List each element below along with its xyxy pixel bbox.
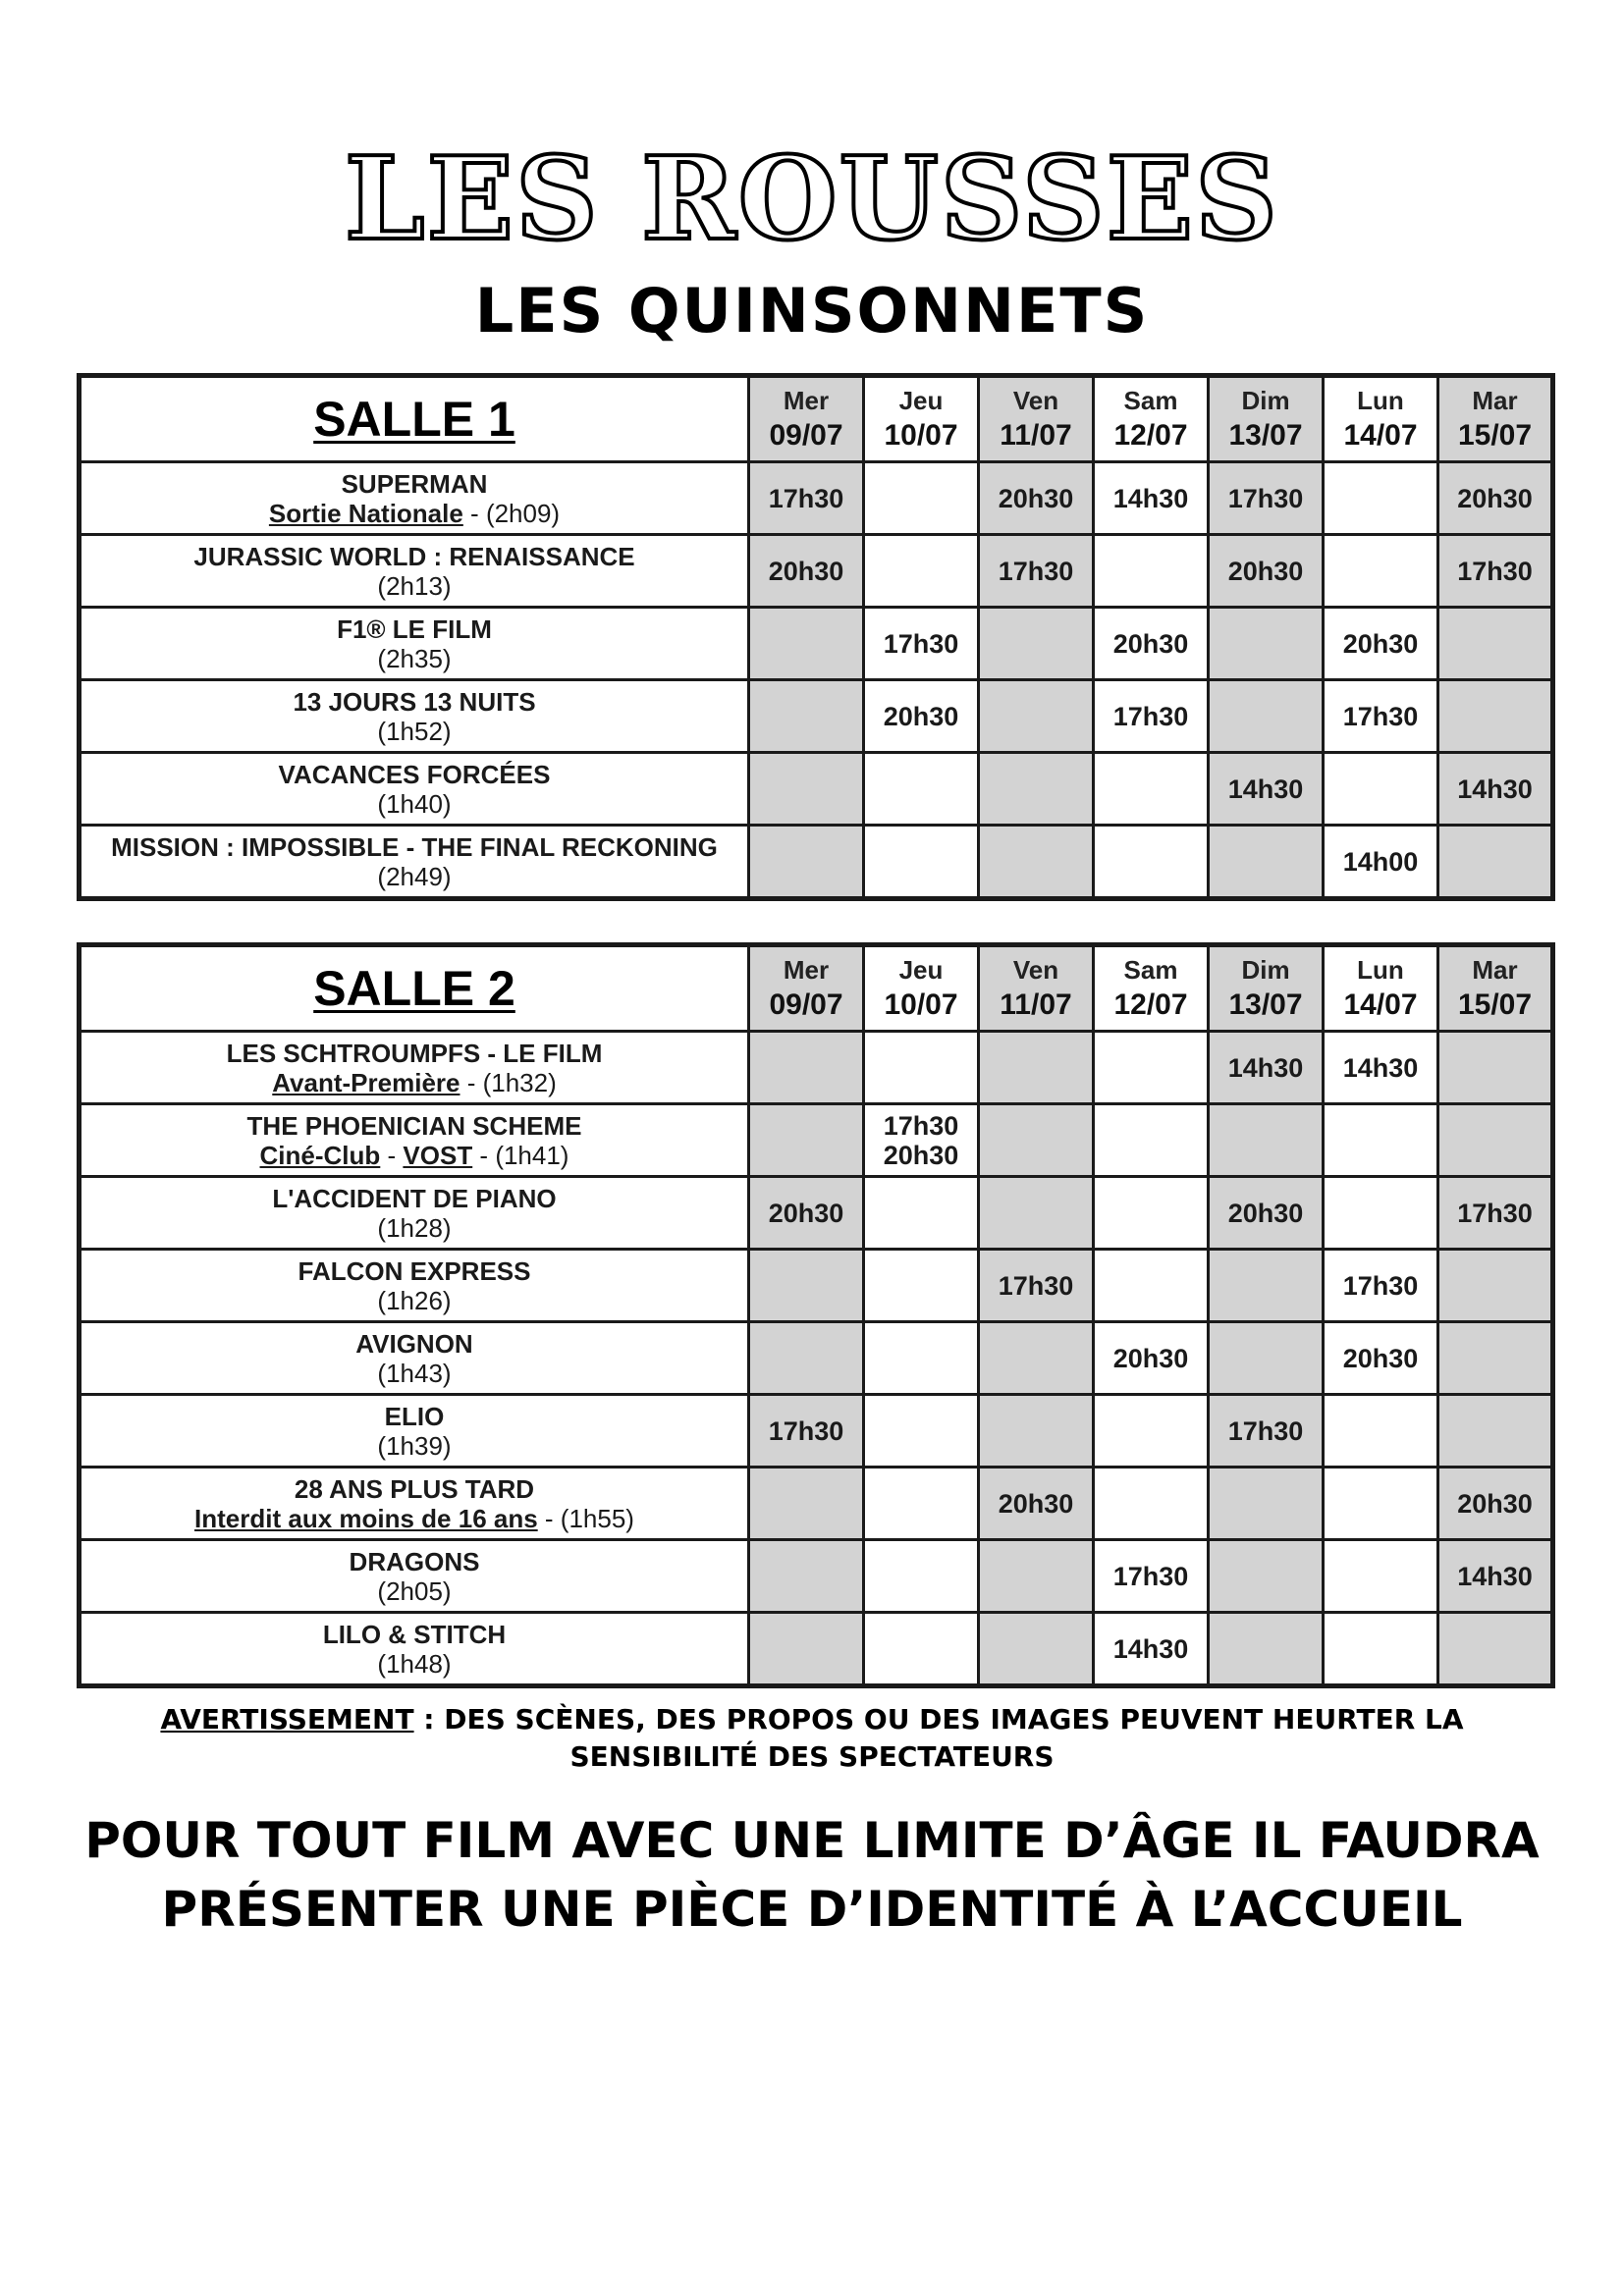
day-header xyxy=(1438,945,1553,1032)
day-date: 12/07 xyxy=(1113,419,1188,452)
film-info: Interdit aux moins de 16 ans - (1h55) xyxy=(194,1503,634,1533)
film-info: Avant-Première - (1h32) xyxy=(272,1067,557,1097)
room-label: SALLE 2 xyxy=(313,961,515,1016)
film-title: L'ACCIDENT DE PIANO xyxy=(272,1183,557,1213)
showtime-cell xyxy=(749,1468,864,1540)
film-title: LILO & STITCH xyxy=(322,1619,507,1649)
film-cell xyxy=(80,1613,749,1686)
showtime-cell xyxy=(1094,535,1209,608)
showtime-cell xyxy=(979,753,1094,826)
showtime-cell xyxy=(864,1250,979,1322)
table-row xyxy=(80,1177,1553,1250)
showtime-cell xyxy=(1438,608,1553,680)
showtime-cell xyxy=(1438,753,1553,826)
showtime-cell xyxy=(1324,535,1438,608)
showtime-cell xyxy=(1438,1540,1553,1613)
showtime: 20h30 xyxy=(998,1488,1074,1519)
showtime-cell xyxy=(1209,1395,1324,1468)
day-header xyxy=(1324,945,1438,1032)
day-header xyxy=(864,376,979,462)
day-name: Ven xyxy=(1012,386,1059,415)
showtime-cell xyxy=(1438,1250,1553,1322)
showtime-cell xyxy=(1324,1177,1438,1250)
film-duration: (1h41) xyxy=(495,1140,569,1170)
showtime-cell xyxy=(979,1322,1094,1395)
day-name: Sam xyxy=(1123,955,1178,985)
showtime: 17h30 xyxy=(998,1270,1074,1301)
film-info xyxy=(81,1213,747,1243)
day-header xyxy=(1438,376,1553,462)
showtime-cell xyxy=(749,1177,864,1250)
film-duration: (1h32) xyxy=(482,1067,557,1097)
showtime-cell xyxy=(864,1032,979,1104)
showtime-cell xyxy=(1438,1468,1553,1540)
table-row xyxy=(80,680,1553,753)
film-tag-2: VOST xyxy=(403,1140,473,1170)
showtime-cell xyxy=(1438,1322,1553,1395)
showtime-cell xyxy=(979,1540,1094,1613)
showtime: 20h30 xyxy=(768,556,844,586)
day-date: 09/07 xyxy=(769,988,843,1021)
table-row xyxy=(80,462,1553,535)
day-name: Dim xyxy=(1241,955,1290,985)
showtime: 17h30 xyxy=(1112,701,1189,731)
showtime-cell xyxy=(864,1104,979,1177)
showtime: 17h30 xyxy=(883,1110,959,1141)
showtime-cell xyxy=(1209,826,1324,899)
showtime-cell xyxy=(979,1468,1094,1540)
showtime-cell xyxy=(979,462,1094,535)
showtime-cell xyxy=(1324,1104,1438,1177)
showtime-cell xyxy=(1324,826,1438,899)
day-date: 10/07 xyxy=(884,419,958,452)
showtime-cell xyxy=(1324,1613,1438,1686)
showtime: 20h30 xyxy=(768,1198,844,1228)
film-info xyxy=(81,1286,747,1315)
showtime-cell xyxy=(864,535,979,608)
showtime-cell xyxy=(979,1104,1094,1177)
table-row xyxy=(80,1322,1553,1395)
showtime-cell xyxy=(1094,826,1209,899)
day-name: Mer xyxy=(783,386,830,415)
page-title: LES ROUSSES xyxy=(345,133,1279,266)
showtime-cell xyxy=(864,1540,979,1613)
showtime-cell xyxy=(1438,1104,1553,1177)
showtime-cell xyxy=(1209,1613,1324,1686)
film-duration: (1h55) xyxy=(560,1503,634,1533)
showtime-cell xyxy=(1209,608,1324,680)
showtime: 20h30 xyxy=(1342,628,1419,659)
showtime-cell xyxy=(1094,1250,1209,1322)
showtime-cell xyxy=(1438,1613,1553,1686)
table-row xyxy=(80,1540,1553,1613)
film-title: 13 JOURS 13 NUITS xyxy=(293,686,536,717)
showtime-cell xyxy=(1094,1613,1209,1686)
film-title: THE PHOENICIAN SCHEME xyxy=(246,1110,582,1141)
showtime-cell xyxy=(1324,1395,1438,1468)
day-name: Ven xyxy=(1012,955,1059,985)
showtime-cell xyxy=(1438,826,1553,899)
showtime-cell xyxy=(1209,1540,1324,1613)
showtime-cell xyxy=(1094,1540,1209,1613)
showtime-cell xyxy=(1438,462,1553,535)
day-name: Sam xyxy=(1123,386,1178,415)
table-row xyxy=(80,826,1553,899)
showtime: 14h30 xyxy=(1112,1633,1189,1664)
film-info xyxy=(81,1359,747,1388)
showtime-cell xyxy=(979,535,1094,608)
schedule-table-salle-2 xyxy=(77,942,1555,1688)
showtime-cell xyxy=(1094,1104,1209,1177)
showtime-cell xyxy=(1324,1250,1438,1322)
showtime: 17h30 xyxy=(1342,1270,1419,1301)
room-label-cell xyxy=(80,376,749,462)
showtime: 17h30 xyxy=(768,1415,844,1446)
notice-line-2: PRÉSENTER UNE PIÈCE D’IDENTITÉ À L’ACCUEIL xyxy=(161,1881,1463,1938)
film-cell xyxy=(80,608,749,680)
content-warning xyxy=(98,1701,1526,1776)
film-title: LES SCHTROUMPFS - LE FILM xyxy=(226,1038,603,1068)
table-row xyxy=(80,1395,1553,1468)
showtime: 17h30 xyxy=(1457,556,1533,586)
showtime-cell xyxy=(1209,680,1324,753)
film-cell xyxy=(80,1468,749,1540)
showtime-cell xyxy=(1094,1177,1209,1250)
showtime: 20h30 xyxy=(1457,1488,1533,1519)
day-header xyxy=(864,945,979,1032)
showtime: 20h30 xyxy=(1457,483,1533,513)
film-duration: (1h39) xyxy=(377,1430,452,1461)
showtime-cell xyxy=(979,1613,1094,1686)
showtime-cell xyxy=(979,1032,1094,1104)
showtime-cell xyxy=(1094,680,1209,753)
day-date: 10/07 xyxy=(884,988,958,1021)
day-date: 15/07 xyxy=(1457,419,1533,452)
film-duration: (2h13) xyxy=(377,570,452,601)
film-title: FALCON EXPRESS xyxy=(298,1255,531,1286)
film-duration: (1h28) xyxy=(377,1212,452,1243)
film-duration: (2h35) xyxy=(377,643,452,673)
showtime: 20h30 xyxy=(883,1140,959,1170)
showtime: 17h30 xyxy=(1342,701,1419,731)
showtime-cell xyxy=(1438,1177,1553,1250)
day-date: 13/07 xyxy=(1228,419,1303,452)
showtime: 17h30 xyxy=(1457,1198,1533,1228)
film-cell xyxy=(80,826,749,899)
film-info xyxy=(81,717,747,746)
film-duration: (1h43) xyxy=(377,1358,452,1388)
film-info: Sortie Nationale - (2h09) xyxy=(268,498,561,528)
film-title: VACANCES FORCÉES xyxy=(278,759,551,789)
showtime-cell xyxy=(1209,1322,1324,1395)
showtime-cell xyxy=(749,608,864,680)
showtime-cell xyxy=(1094,608,1209,680)
day-date: 09/07 xyxy=(769,419,843,452)
film-title: JURASSIC WORLD : RENAISSANCE xyxy=(193,541,635,571)
showtime-cell xyxy=(979,1177,1094,1250)
showtime-cell xyxy=(979,608,1094,680)
film-cell xyxy=(80,462,749,535)
film-duration: (1h52) xyxy=(377,716,452,746)
day-date: 11/07 xyxy=(1000,988,1072,1021)
film-title: F1® LE FILM xyxy=(337,614,492,644)
showtime-cell xyxy=(1324,462,1438,535)
film-info xyxy=(81,862,747,891)
table-row xyxy=(80,1032,1553,1104)
showtime-cell xyxy=(749,680,864,753)
table-row xyxy=(80,753,1553,826)
showtime-cell xyxy=(1438,1032,1553,1104)
film-info xyxy=(81,789,747,819)
day-date: 14/07 xyxy=(1343,419,1418,452)
showtime-cell xyxy=(864,680,979,753)
warning-label: AVERTISSEMENT xyxy=(160,1703,414,1735)
showtime-cell xyxy=(864,1395,979,1468)
showtime-cell xyxy=(1094,1032,1209,1104)
showtime-cell xyxy=(749,826,864,899)
showtime-cell xyxy=(1094,1395,1209,1468)
day-header xyxy=(1209,376,1324,462)
showtime-cell xyxy=(979,1395,1094,1468)
film-cell xyxy=(80,1177,749,1250)
day-name: Lun xyxy=(1357,955,1404,985)
film-duration: (1h26) xyxy=(377,1285,452,1315)
showtime-cell xyxy=(864,1322,979,1395)
showtime-cell xyxy=(864,1613,979,1686)
showtime-cell xyxy=(1209,535,1324,608)
film-title: AVIGNON xyxy=(355,1328,473,1359)
table-row xyxy=(80,608,1553,680)
film-cell xyxy=(80,1322,749,1395)
showtime-cell xyxy=(749,1032,864,1104)
showtime-cell xyxy=(1324,753,1438,826)
showtime-cell xyxy=(1094,1468,1209,1540)
showtime: 17h30 xyxy=(998,556,1074,586)
showtime-cell xyxy=(864,826,979,899)
film-info xyxy=(81,1576,747,1606)
day-header xyxy=(1094,945,1209,1032)
room-label-cell xyxy=(80,945,749,1032)
showtime-cell xyxy=(864,753,979,826)
film-cell xyxy=(80,1395,749,1468)
showtime-cell xyxy=(1209,1250,1324,1322)
showtime-cell xyxy=(864,1468,979,1540)
film-title: 28 ANS PLUS TARD xyxy=(294,1473,535,1504)
day-header xyxy=(1094,376,1209,462)
showtime: 20h30 xyxy=(1342,1343,1419,1373)
film-duration: (2h05) xyxy=(377,1575,452,1606)
day-header xyxy=(979,376,1094,462)
day-name: Mer xyxy=(783,955,830,985)
room-label: SALLE 1 xyxy=(313,392,515,447)
showtime-cell xyxy=(1324,1322,1438,1395)
showtime-cell xyxy=(749,1613,864,1686)
showtime: 20h30 xyxy=(883,701,959,731)
showtime: 20h30 xyxy=(998,483,1074,513)
showtime: 14h00 xyxy=(1342,846,1419,877)
film-info: Ciné-Club - VOST - (1h41) xyxy=(259,1140,569,1170)
showtime-cell xyxy=(1094,1322,1209,1395)
showtime: 20h30 xyxy=(1112,1343,1189,1373)
warning-text: : DES SCÈNES, DES PROPOS OU DES IMAGES PEUVENT HEURTER LA SENSIBILITÉ DES SPECTATEURS xyxy=(413,1703,1464,1773)
showtime-cell xyxy=(1209,1104,1324,1177)
table-row xyxy=(80,1104,1553,1177)
film-info xyxy=(81,571,747,601)
film-cell xyxy=(80,1250,749,1322)
schedule-table-salle-1 xyxy=(77,373,1555,901)
showtime: 14h30 xyxy=(1342,1052,1419,1083)
showtime: 17h30 xyxy=(768,483,844,513)
showtime-cell xyxy=(1438,680,1553,753)
film-duration: (1h48) xyxy=(377,1648,452,1679)
id-notice xyxy=(59,1806,1565,1944)
showtime: 14h30 xyxy=(1227,1052,1304,1083)
table-row xyxy=(80,1468,1553,1540)
film-info xyxy=(81,1431,747,1461)
showtime: 17h30 xyxy=(1112,1561,1189,1591)
table-row xyxy=(80,1613,1553,1686)
showtime-cell xyxy=(749,1322,864,1395)
day-name: Jeu xyxy=(898,386,944,415)
showtime-cell xyxy=(1094,462,1209,535)
table-row xyxy=(80,1250,1553,1322)
showtime-cell xyxy=(1324,680,1438,753)
film-cell xyxy=(80,1540,749,1613)
showtime-cell xyxy=(749,753,864,826)
day-header xyxy=(1324,376,1438,462)
film-title: DRAGONS xyxy=(349,1546,480,1576)
showtime-cell xyxy=(749,462,864,535)
film-title: ELIO xyxy=(384,1401,445,1431)
showtime-cell xyxy=(749,1104,864,1177)
day-name: Jeu xyxy=(898,955,944,985)
day-header xyxy=(749,945,864,1032)
showtime-cell xyxy=(1209,462,1324,535)
day-header xyxy=(749,376,864,462)
showtime-cell xyxy=(979,1250,1094,1322)
showtime-cell xyxy=(1324,1468,1438,1540)
day-name: Mar xyxy=(1472,955,1518,985)
showtime: 20h30 xyxy=(1112,628,1189,659)
film-cell xyxy=(80,1104,749,1177)
showtime-cell xyxy=(1438,1395,1553,1468)
page-subtitle: LES QUINSONNETS xyxy=(474,275,1150,347)
showtime: 14h30 xyxy=(1457,774,1533,804)
showtime-cell xyxy=(864,608,979,680)
film-cell xyxy=(80,535,749,608)
day-header xyxy=(979,945,1094,1032)
showtime-cell xyxy=(1209,1468,1324,1540)
showtime-cell xyxy=(749,1250,864,1322)
day-header xyxy=(1209,945,1324,1032)
showtime: 14h30 xyxy=(1457,1561,1533,1591)
notice-line-1: POUR TOUT FILM AVEC UNE LIMITE D’ÂGE IL FAUDRA xyxy=(84,1812,1540,1869)
showtime-cell xyxy=(979,826,1094,899)
film-duration: (1h40) xyxy=(377,788,452,819)
day-date: 12/07 xyxy=(1113,988,1188,1021)
showtime-cell xyxy=(1324,1540,1438,1613)
showtime-cell xyxy=(864,462,979,535)
film-cell xyxy=(80,753,749,826)
day-date: 14/07 xyxy=(1343,988,1418,1021)
film-duration: (2h09) xyxy=(485,498,561,528)
showtime: 20h30 xyxy=(1227,1198,1304,1228)
day-date: 13/07 xyxy=(1228,988,1303,1021)
film-info xyxy=(81,644,747,673)
showtime-cell xyxy=(864,1177,979,1250)
film-title: SUPERMAN xyxy=(341,468,488,499)
showtime: 17h30 xyxy=(1227,483,1304,513)
day-name: Dim xyxy=(1241,386,1290,415)
film-tag: Avant-Première xyxy=(272,1067,460,1097)
film-title: MISSION : IMPOSSIBLE - THE FINAL RECKONING xyxy=(111,831,718,862)
table-header-row xyxy=(80,376,1553,462)
day-name: Mar xyxy=(1472,386,1518,415)
showtime: 20h30 xyxy=(1227,556,1304,586)
film-info xyxy=(81,1649,747,1679)
table-row xyxy=(80,535,1553,608)
showtime-cell xyxy=(749,535,864,608)
showtime-cell xyxy=(1438,535,1553,608)
showtime-cell xyxy=(1209,1177,1324,1250)
film-tag: Sortie Nationale xyxy=(268,498,463,528)
showtime: 17h30 xyxy=(1227,1415,1304,1446)
day-date: 11/07 xyxy=(1000,419,1072,452)
showtime-cell xyxy=(1094,753,1209,826)
showtime-cell xyxy=(1324,608,1438,680)
showtime-cell xyxy=(749,1395,864,1468)
film-tag: Interdit aux moins de 16 ans xyxy=(194,1503,538,1533)
film-cell xyxy=(80,680,749,753)
film-duration: (2h49) xyxy=(377,861,452,891)
showtime: 14h30 xyxy=(1227,774,1304,804)
day-name: Lun xyxy=(1357,386,1404,415)
showtime-cell xyxy=(1209,1032,1324,1104)
showtime-cell xyxy=(749,1540,864,1613)
film-tag: Ciné-Club xyxy=(259,1140,381,1170)
showtime-cell xyxy=(1324,1032,1438,1104)
showtime-cell xyxy=(979,680,1094,753)
day-date: 15/07 xyxy=(1457,988,1533,1021)
film-cell xyxy=(80,1032,749,1104)
showtime-cell xyxy=(1209,753,1324,826)
table-header-row xyxy=(80,945,1553,1032)
showtime: 14h30 xyxy=(1112,483,1189,513)
showtime: 17h30 xyxy=(883,628,959,659)
